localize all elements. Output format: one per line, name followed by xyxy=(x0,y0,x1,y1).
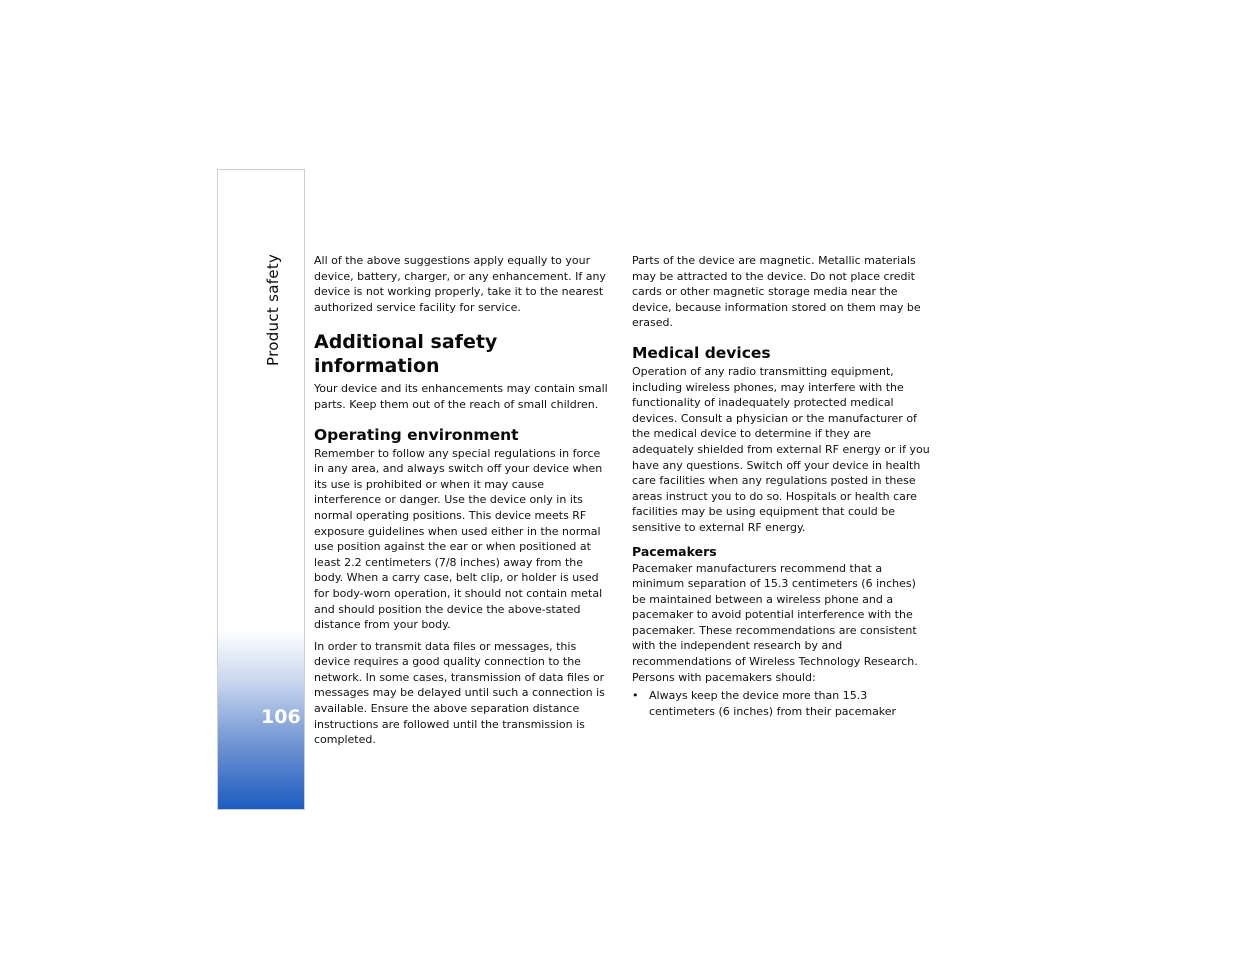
medical-devices-paragraph: Operation of any radio transmitting equipment, including wireless phones, may interfere with the functionality of inadequately protected medical devices. Consult a physician or the manufacturer of the medical device to determine if they are adequately shielded from external RF energy or if you have any questions. Switch off your device in health care facilities when any regulations posted in these areas instruct you to do so. Hospitals or health care facilities may be using equipment that could be sensitive to external RF energy. xyxy=(632,364,930,534)
list-item xyxy=(632,688,932,719)
pacemakers-paragraph: Pacemaker manufacturers recommend that a minimum separation of 15.3 centimeters (6 inches) be maintained between a wireless phone and a pacemaker to avoid potential interference with the pacemaker. These recommendations are consistent with the independent research by and recommendations of Wireless Technology Research. Persons with pacemakers should: xyxy=(632,561,918,684)
magnetic-parts-paragraph: Parts of the device are magnetic. Metallic materials may be attracted to the device. Do not place credit cards or other magnetic storage media near the device, because information stored on them may be erased. xyxy=(632,254,921,330)
section-heading: Additional safety information xyxy=(314,331,498,378)
pacemaker-bullet-list xyxy=(632,688,932,719)
intro-paragraph: All of the above suggestions apply equally to your device, battery, charger, or any enhancement. If any device is not working properly, take it to the nearest authorized service facility for service. xyxy=(314,254,606,314)
pacemakers-heading: Pacemakers xyxy=(632,543,717,559)
section-title: Product safety xyxy=(264,253,282,366)
data-transmission-paragraph: In order to transmit data files or messages, this device requires a good quality connection to the network. In some cases, transmission of data files or messages may be delayed until such a connection is available. Ensure the above separation distance instructions are followed until the transmission is completed. xyxy=(314,639,605,747)
left-column xyxy=(314,253,613,748)
list-item-text: Always keep the device more than 15.3 centimeters (6 inches) from their pacemaker xyxy=(649,689,897,718)
operating-environment-heading: Operating environment xyxy=(314,425,519,444)
operating-environment-paragraph: Remember to follow any special regulations in force in any area, and always switch off your device when its use is prohibited or when it may cause interference or danger. Use the device only in its normal operating positions. This device meets RF exposure guidelines when used either in the normal use position against the ear or when positioned at least 2.2 centimeters (7/8 inches) away from the body. When a carry case, belt clip, or holder is used for body-worn operation, it should not contain metal and should position the device the above-stated distance from your body. xyxy=(314,446,603,632)
right-column xyxy=(632,253,932,719)
heading-paragraph: Your device and its enhancements may contain small parts. Keep them out of the reach of small children. xyxy=(314,382,608,411)
bullet-icon: • xyxy=(632,689,639,703)
medical-devices-heading: Medical devices xyxy=(632,343,771,362)
page-number: 106 xyxy=(261,706,301,728)
